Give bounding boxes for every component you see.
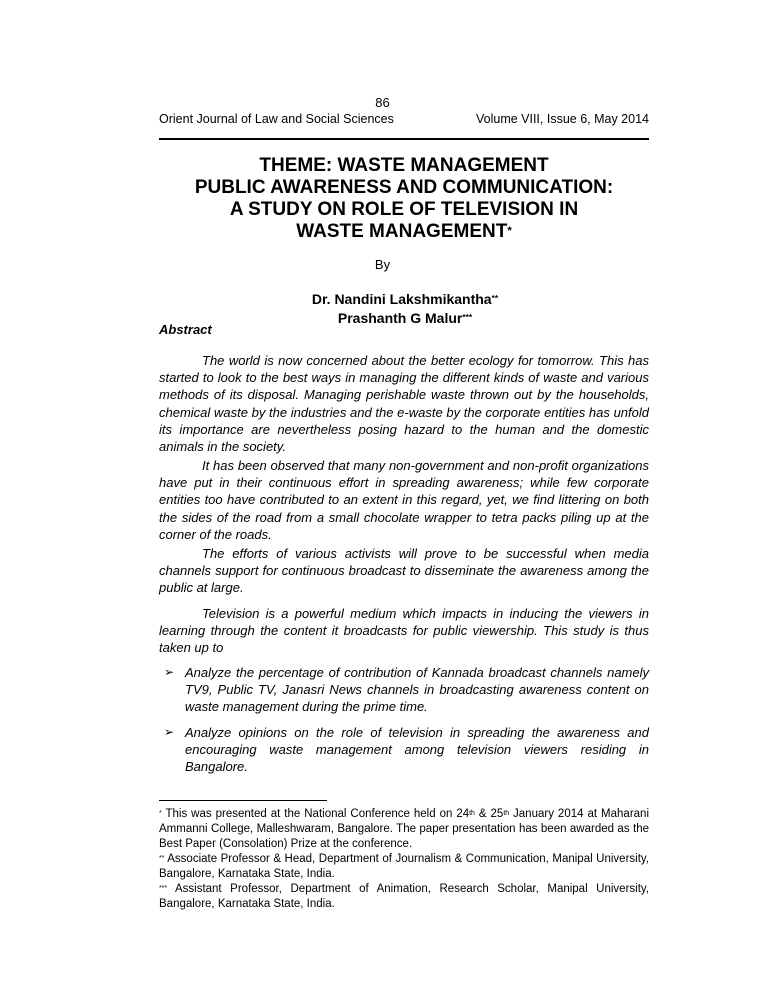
footnote-text: Assistant Professor, Department of Animation, Research Scholar, Manipal University, Bangalore, Karnataka State, India. xyxy=(159,883,650,910)
by-line: By xyxy=(374,257,391,272)
footnote-2 xyxy=(159,852,649,882)
footnotes xyxy=(159,807,649,912)
footnote-text: Associate Professor & Head, Department of Journalism & Communication, Manipal University, Bangalore, Karnataka State, India. xyxy=(159,853,649,880)
arrow-bullet-icon: ➢ xyxy=(164,725,175,739)
objective-bullet xyxy=(159,724,649,776)
title-line-4 xyxy=(159,221,649,243)
title-line-2: PUBLIC AWARENESS AND COMMUNICATION: xyxy=(194,177,614,198)
title-line-4-text: WASTE MANAGEMENT xyxy=(296,221,508,242)
abstract-paragraph: The efforts of various activists will prove to be successful when media channels support for continuous broadcast to disseminate the awareness among the public at large. xyxy=(159,546,649,596)
author-2 xyxy=(0,309,765,328)
abstract-paragraph: The world is now concerned about the better ecology for tomorrow. This has started to look to the best ways in managing the different kinds of waste and various methods of its disposal. Managing perishable waste thrown out by the households, chemical waste by the industries and the e-waste by the corporate entities has unfold its importance are nevertheless posing hazard to the human and the domestic animals in the society. xyxy=(159,353,649,455)
footnote-text: & 25 xyxy=(474,808,504,820)
footnote-1 xyxy=(159,807,649,852)
objective-text: Analyze opinions on the role of television in spreading the awareness and encouraging waste management among television viewers residing in Bangalore. xyxy=(185,725,649,775)
footnote-3 xyxy=(159,882,649,912)
footnote-rule xyxy=(159,800,327,801)
author-name: Prashanth G Malur xyxy=(337,310,463,326)
ordinal-suffix: th xyxy=(469,809,475,817)
footnote-mark: ** xyxy=(159,854,165,862)
author-footnote-mark: *** xyxy=(462,312,473,323)
objective-bullet xyxy=(159,664,649,716)
paper-title xyxy=(159,155,649,243)
title-line-1: THEME: WASTE MANAGEMENT xyxy=(259,155,549,176)
abstract-paragraph: It has been observed that many non-government and non-profit organizations have put in their continuous effort in spreading awareness; while few corporate entities too have contributed to an extent in this regard, yet, we find littering on both the sides of the road from a small chocolate wrapper to tetra packs piling up at the corner of the roads. xyxy=(159,458,649,542)
abstract-paragraph: Television is a powerful medium which impacts in inducing the viewers in learning through the content it broadcasts for public viewership. This study is thus taken up to xyxy=(159,606,649,656)
author-footnote-mark: ** xyxy=(491,293,499,304)
footnote-text: January 2014 at Maharani Ammanni College, Malleshwaram, Bangalore. The paper presentation has been awarded as the Best Paper (Consolation) Prize at the conference. xyxy=(159,808,649,850)
objective-text: Analyze the percentage of contribution of Kannada broadcast channels namely TV9, Public TV, Janasri News channels in broadcasting awareness content on waste management during the prime time. xyxy=(185,665,649,715)
author-list xyxy=(0,290,765,328)
page-number: 86 xyxy=(375,95,390,110)
abstract-heading: Abstract xyxy=(159,322,212,337)
arrow-bullet-icon: ➢ xyxy=(164,665,175,679)
author-1 xyxy=(0,290,765,309)
journal-name: Orient Journal of Law and Social Sciences xyxy=(159,112,394,126)
footnote-mark: * xyxy=(159,809,162,817)
title-line-3: A STUDY ON ROLE OF TELEVISION IN xyxy=(229,199,579,220)
footnote-mark: *** xyxy=(159,884,168,892)
header-rule xyxy=(159,138,649,140)
ordinal-suffix: th xyxy=(503,809,510,817)
volume-issue: Volume VIII, Issue 6, May 2014 xyxy=(475,112,649,126)
title-footnote-mark: * xyxy=(507,224,512,237)
footnote-text: This was presented at the National Conference held on 24 xyxy=(165,808,470,820)
author-name: Dr. Nandini Lakshmikantha xyxy=(311,291,492,307)
